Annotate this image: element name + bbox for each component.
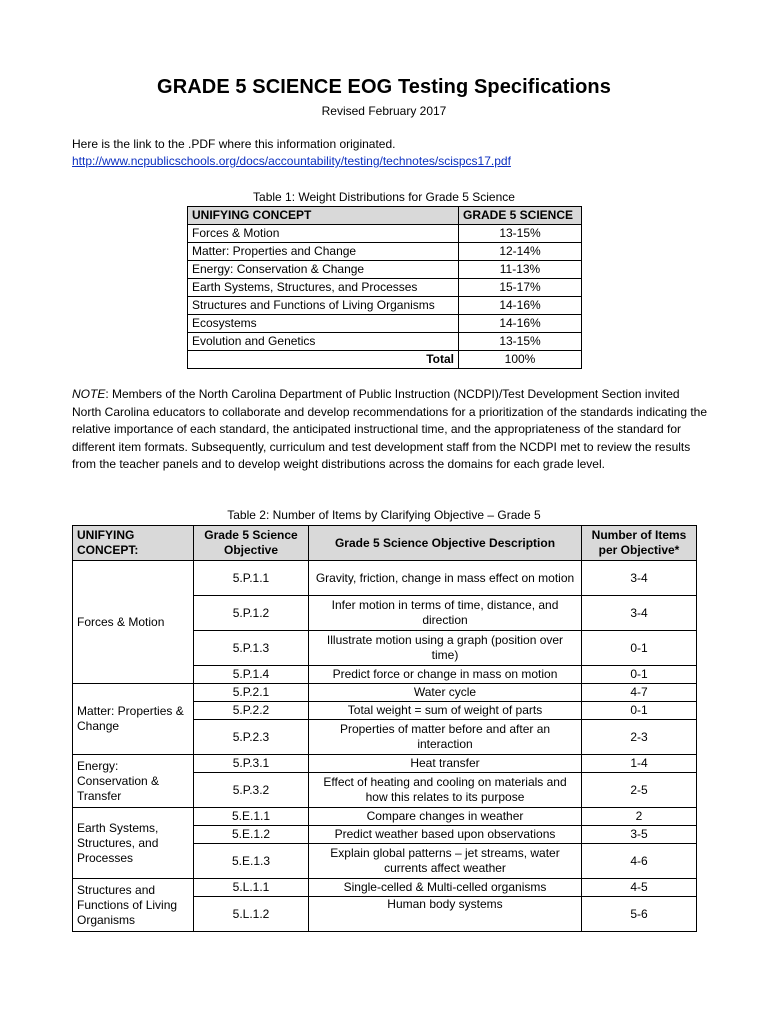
table2-items-cell: 3-4 (582, 561, 697, 596)
table2-objective-cell: 5.L.1.2 (194, 897, 309, 932)
table2-header-description: Grade 5 Science Objective Description (309, 526, 582, 561)
table2-description-cell: Total weight = sum of weight of parts (309, 702, 582, 720)
items-by-objective-table (72, 525, 697, 932)
table1-weight-cell: 15-17% (459, 279, 582, 297)
table2-objective-cell: 5.E.1.3 (194, 844, 309, 879)
table1-weight-cell: 12-14% (459, 243, 582, 261)
table1-weight-cell: 14-16% (459, 315, 582, 333)
table2-description-cell: Predict weather based upon observations (309, 826, 582, 844)
table1-weight-cell: 11-13% (459, 261, 582, 279)
table2-objective-cell: 5.P.1.4 (194, 666, 309, 684)
table2-objective-cell: 5.P.2.3 (194, 720, 309, 755)
table1-header-grade5: GRADE 5 SCIENCE (459, 207, 582, 225)
table1-concept-cell: Evolution and Genetics (188, 333, 459, 351)
table-row (188, 243, 582, 261)
table2-items-cell: 3-4 (582, 596, 697, 631)
table2-items-cell: 2 (582, 808, 697, 826)
table1-weight-cell: 14-16% (459, 297, 582, 315)
table2-objective-cell: 5.E.1.2 (194, 826, 309, 844)
table-row (188, 225, 582, 243)
table2-description-cell: Explain global patterns – jet streams, water currents affect weather (309, 844, 582, 879)
table1-concept-cell: Energy: Conservation & Change (188, 261, 459, 279)
table1-concept-cell: Structures and Functions of Living Organisms (188, 297, 459, 315)
table2-items-cell: 2-3 (582, 720, 697, 755)
table2-objective-cell: 5.P.2.1 (194, 684, 309, 702)
table1-total-label: Total (188, 351, 459, 369)
table2-description-cell: Human body systems (309, 897, 582, 932)
table1-header-concept: UNIFYING CONCEPT (188, 207, 459, 225)
table2-objective-cell: 5.E.1.1 (194, 808, 309, 826)
table-row (73, 808, 697, 826)
page-title: GRADE 5 SCIENCE EOG Testing Specifications (157, 76, 611, 98)
table-row (73, 684, 697, 702)
table2-objective-cell: 5.P.3.2 (194, 773, 309, 808)
table-row (73, 561, 697, 596)
table2-description-cell: Effect of heating and cooling on materials and how this relates to its purpose (309, 773, 582, 808)
table2-description-cell: Compare changes in weather (309, 808, 582, 826)
source-pdf-link[interactable]: http://www.ncpublicschools.org/docs/accountability/testing/technotes/scispcs17.pdf (72, 154, 511, 168)
table2-description-cell: Gravity, friction, change in mass effect on motion (309, 561, 582, 596)
note-text: : Members of the North Carolina Department of Public Instruction (NCDPI)/Test Development Section invited North Carolina educators to collaborate and develop recommendations for a prioritization of the standards indicating the relative importance of each standard, the anticipated instructional time, and the appropriateness of the standard for different item formats. Subsequently, curriculum and test development staff from the NCDPI met to review the results from the teacher panels and to develop weight distributions across the domains for each grade level. (72, 387, 708, 472)
table2-description-cell: Water cycle (309, 684, 582, 702)
table2-items-cell: 1-4 (582, 755, 697, 773)
table2-items-cell: 2-5 (582, 773, 697, 808)
table2-objective-cell: 5.P.1.1 (194, 561, 309, 596)
table2-items-cell: 0-1 (582, 631, 697, 666)
table2-caption: Table 2: Number of Items by Clarifying Objective – Grade 5 (227, 508, 541, 522)
table2-items-cell: 3-5 (582, 826, 697, 844)
table2-description-cell: Predict force or change in mass on motion (309, 666, 582, 684)
note-label: NOTE (72, 387, 106, 401)
table2-objective-cell: 5.P.1.3 (194, 631, 309, 666)
table-row (73, 755, 697, 773)
table2-concept-cell: Structures and Functions of Living Organisms (73, 879, 194, 932)
table2-items-cell: 0-1 (582, 666, 697, 684)
table2-header-row (73, 526, 697, 561)
table2-concept-cell: Forces & Motion (73, 561, 194, 684)
table2-concept-cell: Matter: Properties & Change (73, 684, 194, 755)
table1-concept-cell: Matter: Properties and Change (188, 243, 459, 261)
table1-weight-cell: 13-15% (459, 333, 582, 351)
table-row (73, 879, 697, 897)
table1-concept-cell: Ecosystems (188, 315, 459, 333)
table2-objective-cell: 5.P.2.2 (194, 702, 309, 720)
table2-description-cell: Single-celled & Multi-celled organisms (309, 879, 582, 897)
table2-items-cell: 4-7 (582, 684, 697, 702)
table-row (188, 261, 582, 279)
table2-header-concept: UNIFYING CONCEPT: (73, 526, 194, 561)
table1-concept-cell: Earth Systems, Structures, and Processes (188, 279, 459, 297)
table1-concept-cell: Forces & Motion (188, 225, 459, 243)
table1-weight-cell: 13-15% (459, 225, 582, 243)
table-row (188, 333, 582, 351)
table2-header-objective: Grade 5 Science Objective (194, 526, 309, 561)
note-paragraph (72, 386, 712, 474)
table1-total-value: 100% (459, 351, 582, 369)
revised-date: Revised February 2017 (321, 104, 447, 118)
table2-description-cell: Properties of matter before and after an interaction (309, 720, 582, 755)
table-row (188, 297, 582, 315)
table1-caption: Table 1: Weight Distributions for Grade 5 Science (253, 190, 515, 204)
table2-items-cell: 4-6 (582, 844, 697, 879)
table-row (188, 279, 582, 297)
table1-total-row (188, 351, 582, 369)
table2-description-cell: Illustrate motion using a graph (position over time) (309, 631, 582, 666)
table2-description-cell: Heat transfer (309, 755, 582, 773)
table2-concept-cell: Earth Systems, Structures, and Processes (73, 808, 194, 879)
table2-objective-cell: 5.P.3.1 (194, 755, 309, 773)
table2-description-cell: Infer motion in terms of time, distance, and direction (309, 596, 582, 631)
table1-header-row (188, 207, 582, 225)
intro-text: Here is the link to the .PDF where this information originated. (72, 137, 396, 151)
table2-header-items: Number of Items per Objective* (582, 526, 697, 561)
weight-distribution-table (187, 206, 582, 369)
table2-items-cell: 0-1 (582, 702, 697, 720)
table2-concept-cell: Energy: Conservation & Transfer (73, 755, 194, 808)
table2-objective-cell: 5.L.1.1 (194, 879, 309, 897)
table2-objective-cell: 5.P.1.2 (194, 596, 309, 631)
table-row (188, 315, 582, 333)
table2-items-cell: 5-6 (582, 897, 697, 932)
table2-items-cell: 4-5 (582, 879, 697, 897)
